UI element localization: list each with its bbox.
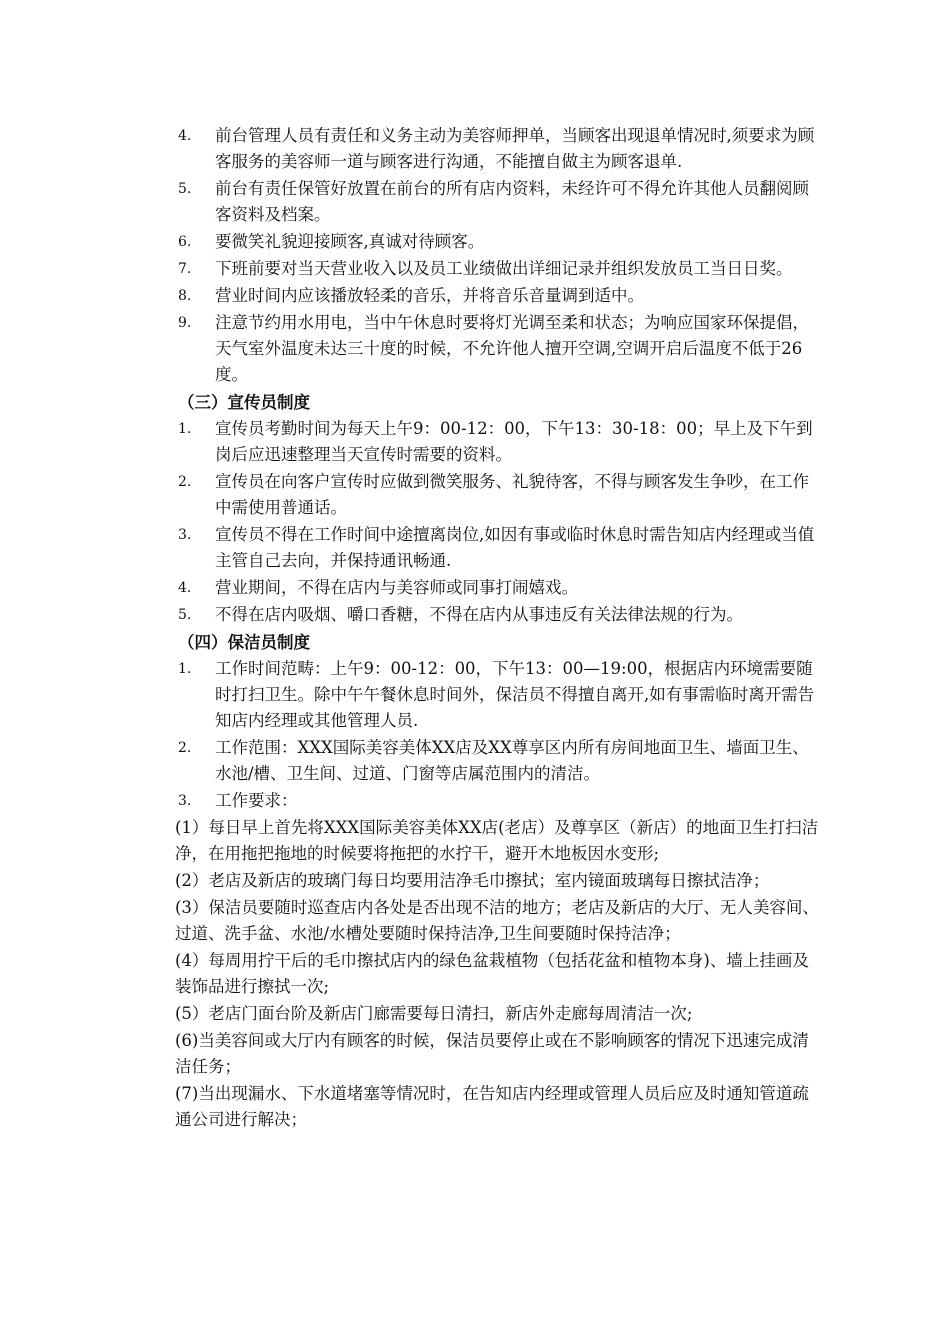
requirement-paragraph: (6)当美容间或大厅内有顾客的时候，保洁员要停止或在不影响顾客的情况下迅速完成清洁任务； bbox=[175, 1031, 809, 1076]
list-text: 宣传员在向客户宣传时应做到微笑服务、礼貌待客，不得与顾客发生争吵，在工作中需使用普通话。 bbox=[215, 472, 809, 517]
list-number: 2. bbox=[178, 740, 192, 756]
list-number: 1. bbox=[178, 421, 192, 437]
list-number: 5. bbox=[178, 181, 192, 197]
list-item bbox=[178, 416, 818, 468]
list-text: 宣传员考勤时间为每天上午9：00-12：00，下午13：30-18：00；早上及下午到岗后应迅速整理当天宣传时需要的资料。 bbox=[215, 419, 813, 464]
list-text: 下班前要对当天营业收入以及员工业绩做出详细记录并组织发放员工当日日奖。 bbox=[215, 259, 793, 278]
list-text: 前台管理人员有责任和义务主动为美容师押单，当顾客出现退单情况时,须要求为顾客服务的美容师一道与顾客进行沟通，不能擅自做主为顾客退单. bbox=[215, 126, 815, 171]
list-item bbox=[178, 522, 818, 574]
requirement-paragraph: (1）每日早上首先将XXX国际美容美体XX店(老店）及尊享区（新店）的地面卫生打扫洁净，在用拖把拖地的时候要将拖把的水拧干，避开木地板因水变形; bbox=[175, 818, 819, 863]
list-number: 1. bbox=[178, 661, 192, 677]
list-item bbox=[178, 283, 818, 309]
list-text: 营业期间，不得在店内与美容师或同事打闹嬉戏。 bbox=[215, 578, 578, 597]
list-text: 工作要求： bbox=[215, 791, 298, 810]
section-heading-cleaning: （四）保洁员制度 bbox=[178, 633, 310, 652]
list-text: 工作范围：XXX国际美容美体XX店及XX尊享区内所有房间地面卫生、墙面卫生、水池/槽、卫生间、过道、门窗等店属范围内的清洁。 bbox=[215, 738, 809, 783]
cleaning-rules-list bbox=[178, 656, 818, 814]
list-item bbox=[178, 656, 818, 734]
list-number: 3. bbox=[178, 793, 192, 809]
list-item bbox=[178, 229, 818, 255]
list-item bbox=[178, 602, 818, 628]
requirement-paragraph: (5）老店门面台阶及新店门廊需要每日清扫，新店外走廊每周清洁一次; bbox=[175, 1004, 693, 1023]
list-text: 宣传员不得在工作时间中途擅离岗位,如因有事或临时休息时需告知店内经理或当值主管自己去向，并保持通讯畅通. bbox=[215, 525, 815, 570]
list-item bbox=[178, 123, 818, 175]
list-text: 要微笑礼貌迎接顾客,真诚对待顾客。 bbox=[215, 232, 485, 251]
publicity-rules-list bbox=[178, 416, 818, 628]
front-desk-rules-list bbox=[178, 123, 818, 388]
list-number: 4. bbox=[178, 128, 192, 144]
list-number: 7. bbox=[178, 261, 192, 277]
list-item bbox=[178, 469, 818, 521]
requirement-paragraph: (3）保洁员要随时巡查店内各处是否出现不洁的地方；老店及新店的大厅、无人美容间、过道、洗手盆、水池/水槽处要随时保持洁净,卫生间要随时保持洁净； bbox=[175, 898, 819, 943]
list-text: 注意节约用水用电，当中午休息时要将灯光调至柔和状态；为响应国家环保提倡，天气室外温度未达三十度的时候，不允许他人擅开空调,空调开启后温度不低于26度。 bbox=[215, 313, 809, 384]
list-text: 营业时间内应该播放轻柔的音乐，并将音乐音量调到适中。 bbox=[215, 286, 644, 305]
list-item bbox=[178, 310, 818, 388]
list-text: 工作时间范畴：上午9：00-12：00，下午13：00—19:00，根据店内环境需要随时打扫卫生。除中午午餐休息时间外，保洁员不得擅自离开,如有事需临时离开需告知店内经理或其他管理人员. bbox=[215, 659, 815, 730]
list-number: 9. bbox=[178, 315, 192, 331]
list-item bbox=[178, 575, 818, 601]
list-number: 6. bbox=[178, 234, 192, 250]
list-item bbox=[178, 735, 818, 787]
requirement-paragraph: (4）每周用拧干后的毛巾擦拭店内的绿色盆栽植物（包括花盆和植物本身)、墙上挂画及装饰品进行擦拭一次; bbox=[175, 951, 809, 996]
list-text: 不得在店内吸烟、嚼口香糖，不得在店内从事违反有关法律法规的行为。 bbox=[215, 605, 743, 624]
list-number: 8. bbox=[178, 288, 192, 304]
section-heading-publicity: （三）宣传员制度 bbox=[178, 393, 310, 412]
list-number: 3. bbox=[178, 527, 192, 543]
list-item bbox=[178, 788, 818, 814]
list-number: 4. bbox=[178, 580, 192, 596]
list-text: 前台有责任保管好放置在前台的所有店内资料，未经许可不得允许其他人员翻阅顾客资料及档案。 bbox=[215, 179, 809, 224]
requirement-paragraph: (7)当出现漏水、下水道堵塞等情况时，在告知店内经理或管理人员后应及时通知管道疏通公司进行解决； bbox=[175, 1084, 809, 1129]
list-number: 5. bbox=[178, 607, 192, 623]
document-body bbox=[0, 123, 820, 1134]
list-item bbox=[178, 256, 818, 282]
requirement-paragraph: (2）老店及新店的玻璃门每日均要用洁净毛巾擦拭；室内镜面玻璃每日擦拭洁净； bbox=[175, 871, 770, 890]
list-number: 2. bbox=[178, 474, 192, 490]
list-item bbox=[178, 176, 818, 228]
